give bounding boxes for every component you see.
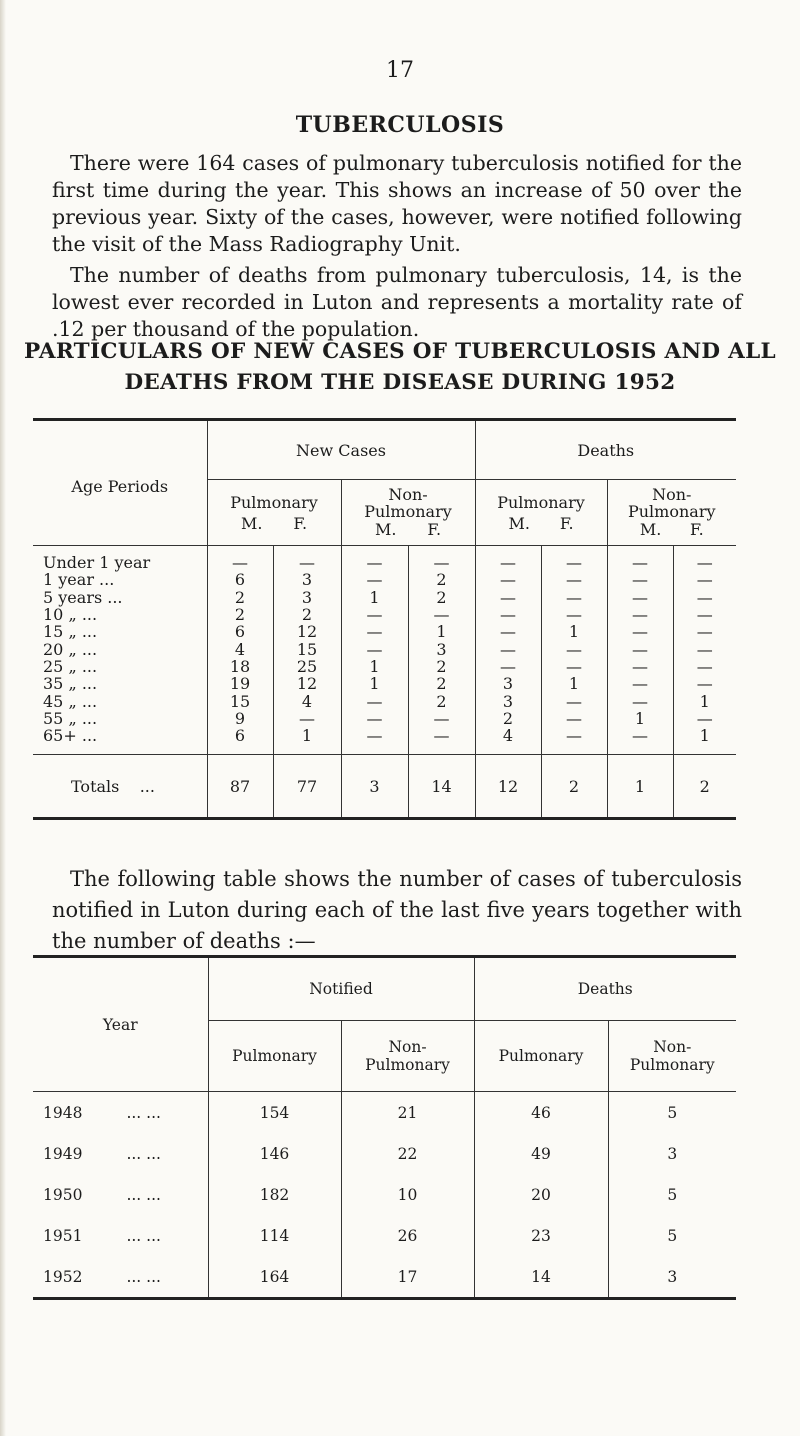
count-cell: — <box>541 571 607 588</box>
count-cell: — <box>475 546 541 572</box>
count-cell: 1 <box>541 675 607 692</box>
totals-dots: ... <box>139 776 155 796</box>
deaths-non-pulmonary-header-2 <box>608 1021 736 1092</box>
count-cell: 12 <box>273 675 341 692</box>
table-row <box>33 727 736 755</box>
leader-dots: ... ... <box>126 1226 161 1245</box>
m-label: M. <box>374 520 397 540</box>
age-period-cell: 25 „ ... <box>43 656 98 676</box>
count-cell: 12 <box>273 623 341 640</box>
year-cell <box>33 1133 208 1174</box>
count-cell: 17 <box>341 1256 474 1299</box>
count-cell: 4 <box>273 692 341 709</box>
count-cell: 6 <box>207 623 273 640</box>
count-cell: — <box>475 571 541 588</box>
count-cell: — <box>607 546 673 572</box>
age-period-cell: 15 „ ... <box>43 622 98 642</box>
count-cell: — <box>207 546 273 572</box>
table-row <box>33 1174 736 1215</box>
count-cell: 3 <box>608 1133 736 1174</box>
table-row <box>33 692 736 709</box>
count-cell: — <box>273 546 341 572</box>
table-row <box>33 640 736 657</box>
year-value: 1949 <box>43 1144 83 1163</box>
count-cell: — <box>273 710 341 727</box>
age-period-cell: 35 „ ... <box>43 674 98 694</box>
year-cell <box>33 1174 208 1215</box>
age-period-cell: 65+ ... <box>43 726 98 746</box>
year-cell <box>33 1256 208 1299</box>
count-cell: — <box>541 727 607 755</box>
total-cell: 77 <box>273 755 341 819</box>
count-cell: 164 <box>208 1256 341 1299</box>
age-period-cell: 45 „ ... <box>43 691 98 711</box>
age-period-cell: 20 „ ... <box>43 639 98 659</box>
total-cell: 1 <box>607 755 673 819</box>
count-cell: 1 <box>341 675 408 692</box>
count-cell: — <box>408 606 475 623</box>
count-cell: — <box>341 606 408 623</box>
count-cell: — <box>341 623 408 640</box>
deaths-pulmonary-header-2: Pulmonary <box>474 1021 608 1092</box>
count-cell: — <box>408 710 475 727</box>
count-cell: — <box>475 606 541 623</box>
count-cell: 1 <box>541 623 607 640</box>
age-period-cell: 55 „ ... <box>43 708 98 728</box>
page-title: TUBERCULOSIS <box>295 112 505 138</box>
count-cell: 2 <box>207 606 273 623</box>
count-cell: — <box>607 606 673 623</box>
deaths-pulmonary-header <box>475 480 607 546</box>
count-cell: 18 <box>207 658 273 675</box>
notified-pulmonary-header: Pulmonary <box>208 1021 341 1092</box>
count-cell: 19 <box>207 675 273 692</box>
notified-non-pulmonary-label: Non- Pulmonary <box>365 1038 450 1075</box>
leader-dots: ... ... <box>126 1185 161 1204</box>
count-cell: — <box>673 606 736 623</box>
count-cell: 2 <box>273 606 341 623</box>
count-cell: — <box>607 571 673 588</box>
table1-heading-line1: PARTICULARS OF NEW CASES OF TUBERCULOSIS AND ALL <box>24 339 776 364</box>
deaths-pulmonary-label: Pulmonary <box>497 492 585 512</box>
table-row <box>33 658 736 675</box>
new-non-pulmonary-header <box>341 480 475 546</box>
count-cell: 14 <box>474 1256 608 1299</box>
count-cell: — <box>541 692 607 709</box>
year-header: Year <box>33 957 208 1092</box>
f-label: F. <box>427 520 442 540</box>
total-cell: 2 <box>673 755 736 819</box>
count-cell: 2 <box>408 675 475 692</box>
count-cell: — <box>541 658 607 675</box>
count-cell: — <box>673 546 736 572</box>
count-cell: — <box>408 727 475 755</box>
total-cell: 2 <box>541 755 607 819</box>
total-cell: 14 <box>408 755 475 819</box>
table-row <box>33 623 736 640</box>
count-cell: — <box>673 640 736 657</box>
count-cell: 5 <box>608 1174 736 1215</box>
m-label: M. <box>508 513 530 533</box>
count-cell: — <box>541 589 607 606</box>
count-cell: — <box>475 640 541 657</box>
count-cell: 6 <box>207 571 273 588</box>
paragraph-five-years: The following table shows the number of cases of tuberculosis notified in Luton during each of the last five years together with the number of deaths :— <box>52 867 742 953</box>
m-label: M. <box>240 513 263 533</box>
count-cell: — <box>475 589 541 606</box>
count-cell: 154 <box>208 1092 341 1134</box>
count-cell: — <box>475 658 541 675</box>
count-cell: 1 <box>408 623 475 640</box>
notified-non-pulmonary-header <box>341 1021 474 1092</box>
m-label: M. <box>639 520 662 540</box>
five-year-table <box>33 955 736 1300</box>
count-cell: — <box>673 571 736 588</box>
count-cell: — <box>541 606 607 623</box>
page-edge-shadow <box>0 0 6 1436</box>
count-cell: 46 <box>474 1092 608 1134</box>
count-cell: 9 <box>207 710 273 727</box>
total-cell: 87 <box>207 755 273 819</box>
year-value: 1948 <box>43 1103 83 1122</box>
table-row <box>33 1133 736 1174</box>
count-cell: 1 <box>273 727 341 755</box>
paragraph-new-cases: There were 164 cases of pulmonary tuberculosis notified for the first time during the year. This shows an increase of 50 over the previous year. Sixty of the cases, however, were notified following the visit of the Mass Radiography Unit. <box>52 151 742 256</box>
count-cell: 114 <box>208 1215 341 1256</box>
count-cell: 1 <box>673 692 736 709</box>
leader-dots: ... ... <box>126 1267 161 1286</box>
count-cell: — <box>341 546 408 572</box>
count-cell: 15 <box>207 692 273 709</box>
count-cell: — <box>673 675 736 692</box>
count-cell: 5 <box>608 1215 736 1256</box>
count-cell: 26 <box>341 1215 474 1256</box>
count-cell: — <box>607 640 673 657</box>
leader-dots: ... ... <box>126 1103 161 1122</box>
count-cell: — <box>408 546 475 572</box>
totals-label-text: Totals <box>71 776 120 796</box>
count-cell: — <box>607 692 673 709</box>
count-cell: — <box>673 623 736 640</box>
count-cell: — <box>607 658 673 675</box>
count-cell: 3 <box>408 640 475 657</box>
count-cell: — <box>673 710 736 727</box>
count-cell: 2 <box>207 589 273 606</box>
count-cell: 1 <box>607 710 673 727</box>
count-cell: 2 <box>408 589 475 606</box>
new-cases-table-body <box>33 546 736 755</box>
count-cell: 2 <box>408 692 475 709</box>
count-cell: 3 <box>273 589 341 606</box>
total-cell: 3 <box>341 755 408 819</box>
total-cell: 12 <box>475 755 541 819</box>
count-cell: 49 <box>474 1133 608 1174</box>
year-cell <box>33 1092 208 1134</box>
count-cell: — <box>607 589 673 606</box>
count-cell: 3 <box>475 692 541 709</box>
count-cell: 182 <box>208 1174 341 1215</box>
count-cell: — <box>341 692 408 709</box>
deaths-header-2: Deaths <box>474 957 736 1021</box>
age-period-cell: 10 „ ... <box>43 605 98 625</box>
five-year-table-body <box>33 1092 736 1299</box>
count-cell: — <box>607 675 673 692</box>
count-cell: 6 <box>207 727 273 755</box>
count-cell: 21 <box>341 1092 474 1134</box>
totals-label <box>33 755 207 819</box>
age-periods-header: Age Periods <box>33 420 207 546</box>
table-row <box>33 1092 736 1134</box>
count-cell: 3 <box>475 675 541 692</box>
count-cell: 22 <box>341 1133 474 1174</box>
deaths-non-pulmonary-header <box>607 480 736 546</box>
count-cell: 1 <box>341 589 408 606</box>
count-cell: 23 <box>474 1215 608 1256</box>
count-cell: — <box>341 710 408 727</box>
year-value: 1950 <box>43 1185 83 1204</box>
table-row <box>33 710 736 727</box>
year-value: 1952 <box>43 1267 83 1286</box>
count-cell: 3 <box>273 571 341 588</box>
notified-header: Notified <box>208 957 474 1021</box>
count-cell: — <box>607 623 673 640</box>
count-cell: 25 <box>273 658 341 675</box>
count-cell: — <box>607 727 673 755</box>
count-cell: 1 <box>673 727 736 755</box>
new-non-pulmonary-label: Non- Pulmonary <box>364 485 452 522</box>
count-cell: 1 <box>341 658 408 675</box>
count-cell: — <box>541 546 607 572</box>
count-cell: — <box>341 727 408 755</box>
count-cell: — <box>541 710 607 727</box>
count-cell: 10 <box>341 1174 474 1215</box>
count-cell: — <box>475 623 541 640</box>
year-value: 1951 <box>43 1226 83 1245</box>
count-cell: 2 <box>408 658 475 675</box>
new-cases-deaths-table <box>33 418 736 820</box>
f-label: F. <box>689 520 704 540</box>
count-cell: 15 <box>273 640 341 657</box>
age-period-cell: 1 year ... <box>43 570 115 590</box>
new-pulmonary-header <box>207 480 341 546</box>
new-pulmonary-label: Pulmonary <box>230 492 318 512</box>
f-label: F. <box>559 513 574 533</box>
paragraph-deaths: The number of deaths from pulmonary tuberculosis, 14, is the lowest ever recorded in Luton and represents a mortality rate of .12 per thousand of the population. <box>52 263 742 341</box>
count-cell: 146 <box>208 1133 341 1174</box>
count-cell: 4 <box>207 640 273 657</box>
f-label: F. <box>293 513 308 533</box>
table-row <box>33 1215 736 1256</box>
count-cell: 3 <box>608 1256 736 1299</box>
deaths-non-pulmonary-label: Non- Pulmonary <box>627 485 716 522</box>
table-row <box>33 571 736 588</box>
table1-heading-line2: DEATHS FROM THE DISEASE DURING 1952 <box>124 370 676 395</box>
count-cell: — <box>341 640 408 657</box>
leader-dots: ... ... <box>126 1144 161 1163</box>
age-period-cell: 5 years ... <box>43 587 123 607</box>
new-cases-header: New Cases <box>207 420 475 480</box>
table-row <box>33 675 736 692</box>
count-cell: 4 <box>475 727 541 755</box>
count-cell: — <box>341 571 408 588</box>
count-cell: — <box>673 589 736 606</box>
table-row <box>33 589 736 606</box>
count-cell: 5 <box>608 1092 736 1134</box>
year-cell <box>33 1215 208 1256</box>
count-cell: 20 <box>474 1174 608 1215</box>
deaths-header: Deaths <box>475 420 736 480</box>
deaths-non-pulmonary-label-2: Non- Pulmonary <box>629 1038 715 1075</box>
age-period-cell: Under 1 year <box>43 553 151 573</box>
count-cell: — <box>673 658 736 675</box>
count-cell: — <box>541 640 607 657</box>
table-row <box>33 1256 736 1299</box>
table-row <box>33 606 736 623</box>
table-row <box>33 546 736 572</box>
count-cell: 2 <box>408 571 475 588</box>
page-number: 17 <box>386 58 414 83</box>
count-cell: 2 <box>475 710 541 727</box>
